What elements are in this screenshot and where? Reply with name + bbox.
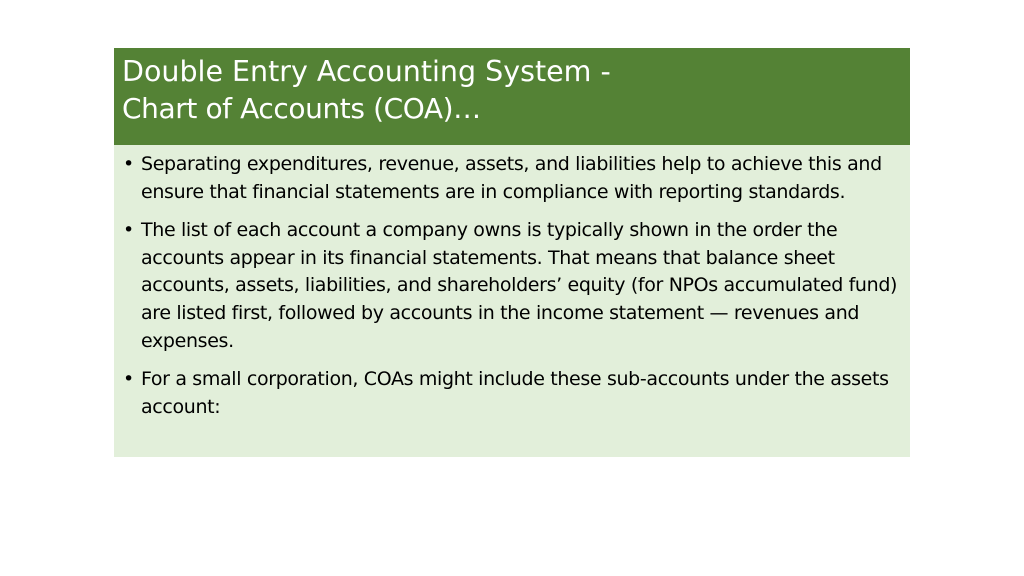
- bullet-item: [122, 151, 902, 206]
- bullet-icon: •: [123, 219, 134, 242]
- bullet-list: [122, 151, 902, 421]
- bullet-icon: •: [123, 368, 134, 391]
- bullet-item: [122, 217, 902, 355]
- slide-title-line1: Double Entry Accounting System -: [122, 55, 611, 88]
- bullet-text: For a small corporation, COAs might include these sub-accounts under the assets account:: [141, 368, 889, 418]
- bullet-text: Separating expenditures, revenue, assets, and liabilities help to achieve this and ensure that financial statements are in compliance with reporting standards.: [141, 153, 882, 203]
- title-banner: [114, 48, 910, 145]
- content-box: [114, 145, 910, 457]
- slide-title-line2: Chart of Accounts (COA)…: [122, 92, 481, 125]
- bullet-text: The list of each account a company owns is typically shown in the order the accounts appear in its financial statements. That means that balance sheet accounts, assets, liabilities, and shareholders’ equity (for NPOs accumulated fund) are listed first, followed by accounts in the income statement — revenues and expenses.: [141, 219, 898, 352]
- bullet-icon: •: [123, 153, 134, 175]
- bullet-item: [122, 366, 902, 421]
